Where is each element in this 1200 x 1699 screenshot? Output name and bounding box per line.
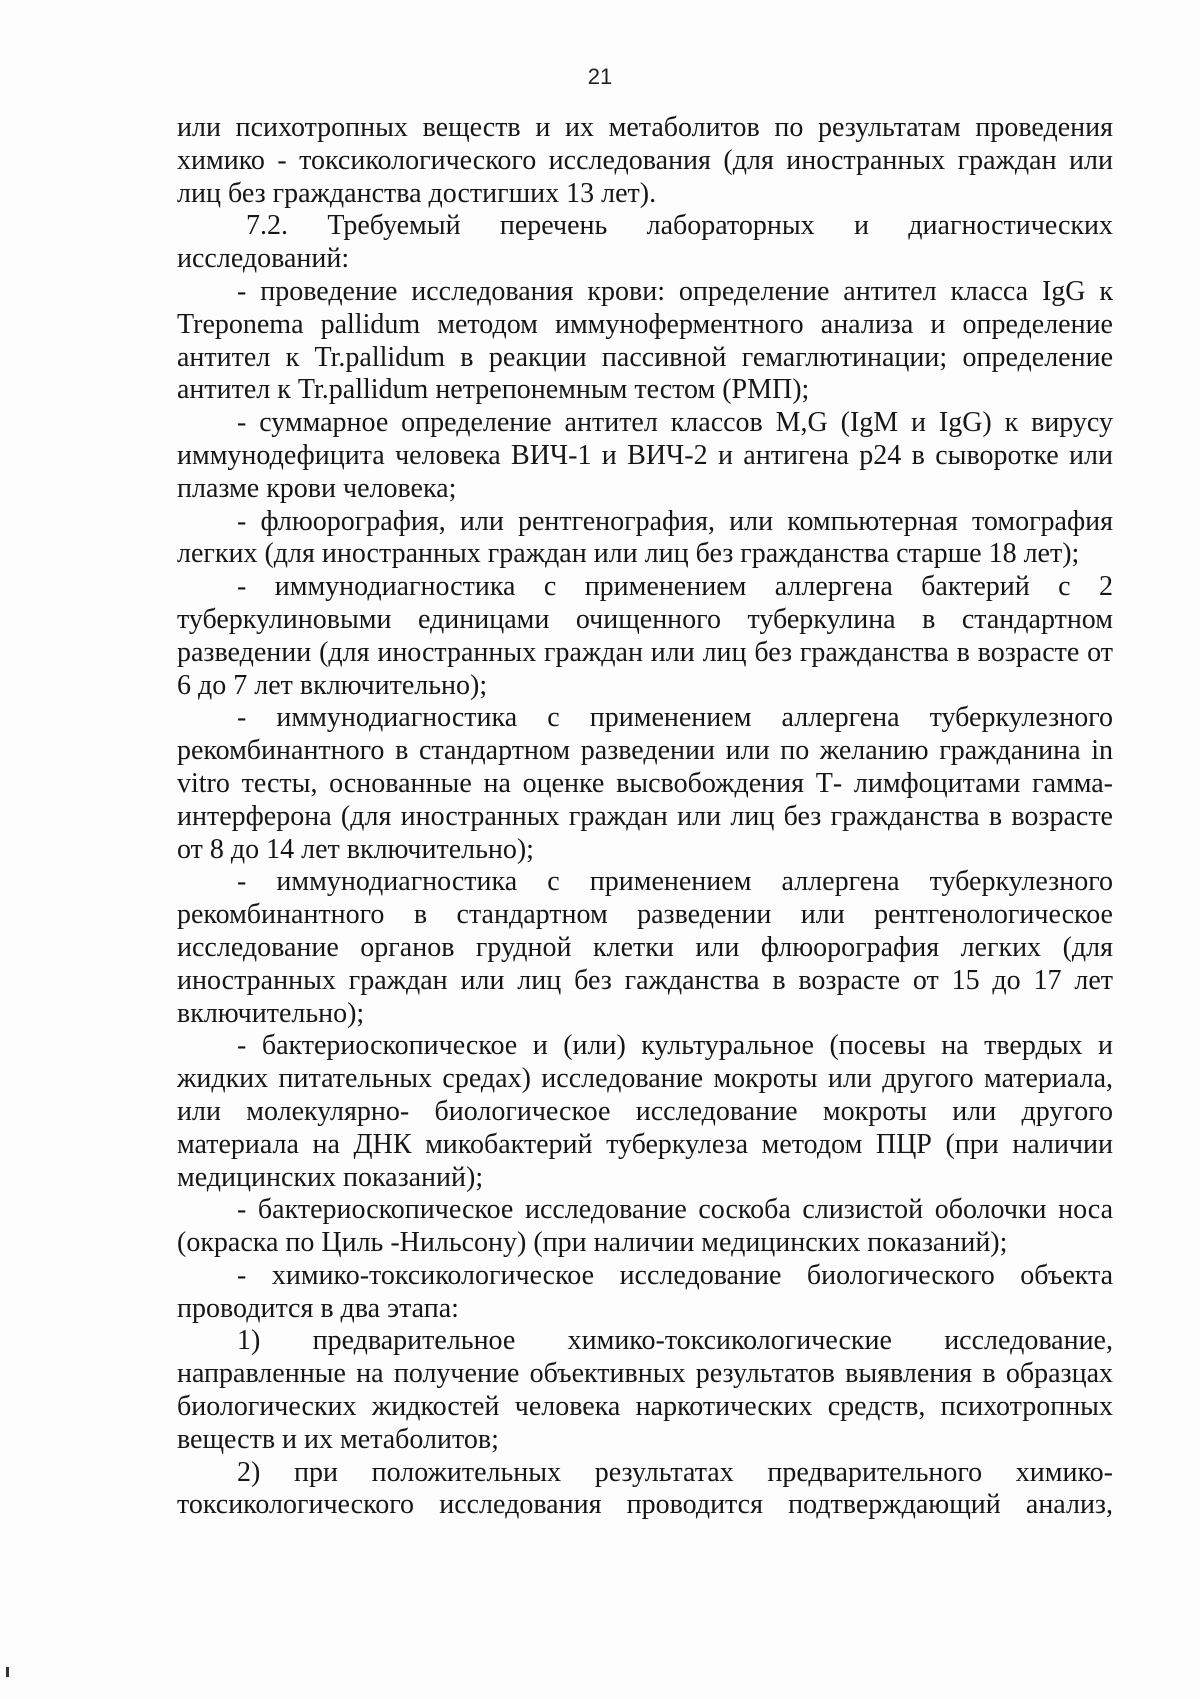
list-item-chemical-toxicology: - химико-токсикологическое исследование биологического объекта проводится в два этапа: — [177, 1259, 1113, 1324]
list-item-stage-1: 1) предварительное химико-токсикологические исследование, направленные на получение объективных результатов выявления в образцах биологических жидкостей человека наркотических средств, психотропных веществ и их метаболитов; — [177, 1325, 1113, 1455]
list-item-hiv-test: - суммарное определение антител классов M,G (IgM и IgG) к вирусу иммунодефицита человека ВИЧ-1 и ВИЧ-2 и антигена p24 в сыворотке или плазме крови человека; — [177, 407, 1113, 504]
list-item-blood-test: - проведение исследования крови: определение антител класса IgG к Treponema pallidum методом иммуноферментного анализа и определение антител к Tr.pallidum в реакции пассивной гемаглютинации; определение антител к Tr.pallidum нетрепонемным тестом (РМП); — [177, 275, 1113, 406]
list-item-bacterioscopy-sputum: - бактериоскопическое и (или) культуральное (посевы на твердых и жидких питательных средах) исследование мокроты или другого материала, или молекулярно- биологическое исследование мокроты или другого материала на ДНК микобактерий туберкулеза методом ПЦР (при наличии медицинских показаний); — [177, 1030, 1113, 1193]
page-number: 21 — [587, 64, 613, 89]
paragraph-continuation: или психотропных веществ и их метаболитов по результатам проведения химико - токсикологического исследования (для иностранных граждан или лиц без гражданства достигших 13 лет). — [177, 112, 1113, 209]
document-body — [177, 112, 1113, 1522]
list-item-immunodiagnostics-6-7: - иммунодиагностика с применением аллергена бактерий с 2 туберкулиновыми единицами очищенного туберкулина в стандартном разведении (для иностранных граждан или лиц без гражданства в возрасте от 6 до 7 лет включительно); — [177, 571, 1113, 701]
list-item-immunodiagnostics-8-14: - иммунодиагностика с применением аллергена туберкулезного рекомбинантного в стандартном разведении или по желанию гражданина in vitro тесты, основанные на оценке высвобождения Т- лимфоцитами гамма-интерферона (для иностранных граждан или лиц без гражданства в возрасте от 8 до 14 лет включительно); — [177, 702, 1113, 865]
scan-artifact-mark — [6, 1667, 9, 1677]
list-item-bacterioscopy-nasal: - бактериоскопическое исследование соскоба слизистой оболочки носа (окраска по Циль -Нильсону) (при наличии медицинских показаний); — [177, 1194, 1113, 1259]
list-item-stage-2: 2) при положительных результатах предварительного химико-токсикологического исследования проводится подтверждающий анализ, — [177, 1456, 1113, 1521]
list-item-fluorography: - флюорография, или рентгенография, или компьютерная томография легких (для иностранных граждан или лиц без гражданства старше 18 лет); — [177, 505, 1113, 570]
list-item-immunodiagnostics-15-17: - иммунодиагностика с применением аллергена туберкулезного рекомбинантного в стандартном разведении или рентгенологическое исследование органов грудной клетки или флюорография легких (для иностранных граждан или лиц без гажданства в возрасте от 15 до 17 лет включительно); — [177, 866, 1113, 1029]
section-heading-7-2: 7.2. Требуемый перечень лабораторных и диагностических исследований: — [177, 210, 1113, 275]
